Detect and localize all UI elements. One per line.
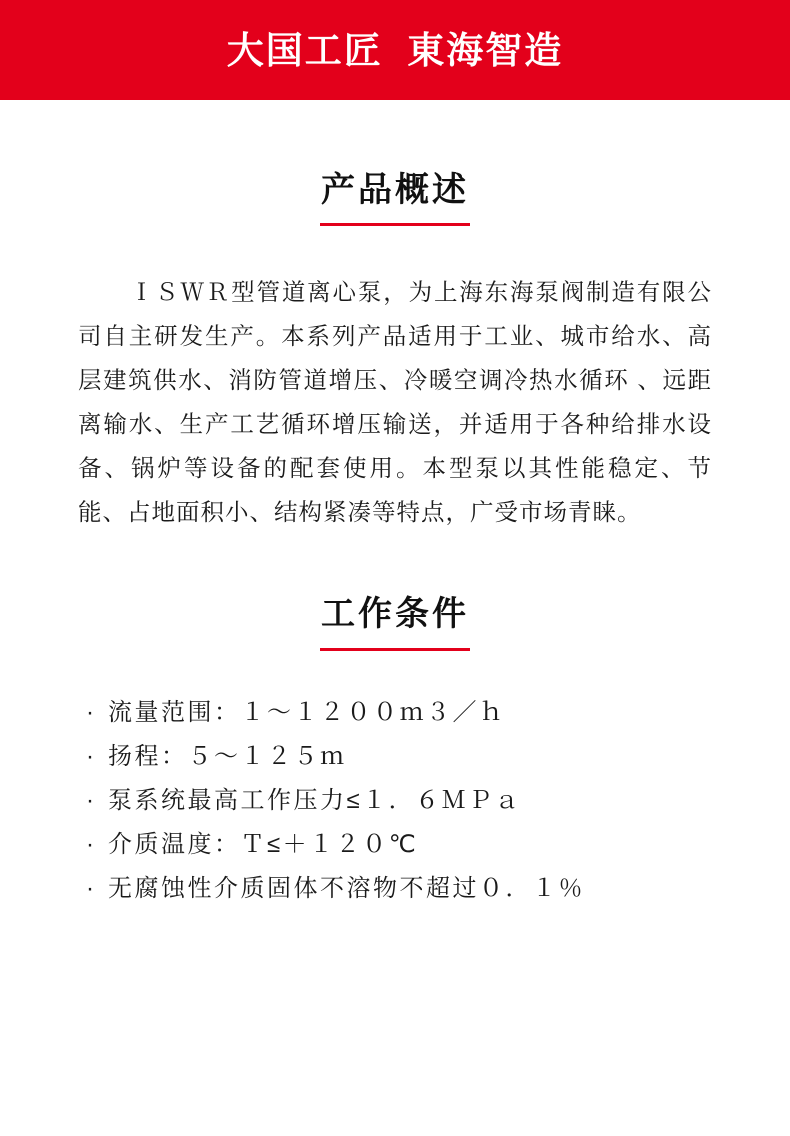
list-item bbox=[84, 779, 730, 823]
list-item bbox=[84, 735, 730, 779]
banner-title: 大国工匠 東海智造 bbox=[226, 29, 564, 71]
bullet-dot-icon: · bbox=[86, 786, 97, 814]
list-item-text: 扬程：５～１２５ｍ bbox=[108, 742, 347, 770]
bullet-dot-icon: · bbox=[86, 742, 97, 770]
section-heading-conditions-text: 工作条件 bbox=[321, 595, 469, 634]
section-heading-overview bbox=[0, 172, 790, 226]
heading-underline-conditions bbox=[320, 648, 470, 651]
bullet-dot-icon: · bbox=[86, 830, 97, 858]
list-item-text: 泵系统最高工作压力≤１．６ＭＰａ bbox=[108, 786, 522, 814]
list-item bbox=[84, 691, 730, 735]
list-item bbox=[84, 867, 730, 911]
bullet-dot-icon: · bbox=[86, 698, 97, 726]
section-heading-overview-text: 产品概述 bbox=[321, 171, 469, 209]
list-item-text: 介质温度：Ｔ≤＋１２０℃ bbox=[108, 830, 419, 858]
overview-paragraph: ＩＳＷＲ型管道离心泵，为上海东海泵阀制造有限公司自主研发生产。本系列产品适用于工业、城市给水、高层建筑供水、消防管道增压、冷暖空调冷热水循环 、远距离输水、生产工艺循环增压输送，并适用于各种给排水设备、锅炉等设备的配套使用。本型泵以其性能稳定、节能、占地面积小、结构紧凑等特点，广受市场青睐。 bbox=[78, 279, 712, 526]
section-heading-conditions bbox=[0, 596, 790, 650]
list-item bbox=[84, 823, 730, 867]
list-item-text: 无腐蚀性介质固体不溶物不超过０．１％ bbox=[108, 874, 585, 902]
bullet-dot-icon: · bbox=[86, 874, 97, 902]
heading-underline-overview bbox=[320, 223, 470, 226]
list-item-text: 流量范围：１～１２００ｍ３／ｈ bbox=[108, 698, 506, 726]
top-banner bbox=[0, 0, 790, 100]
working-conditions-list bbox=[0, 691, 790, 911]
